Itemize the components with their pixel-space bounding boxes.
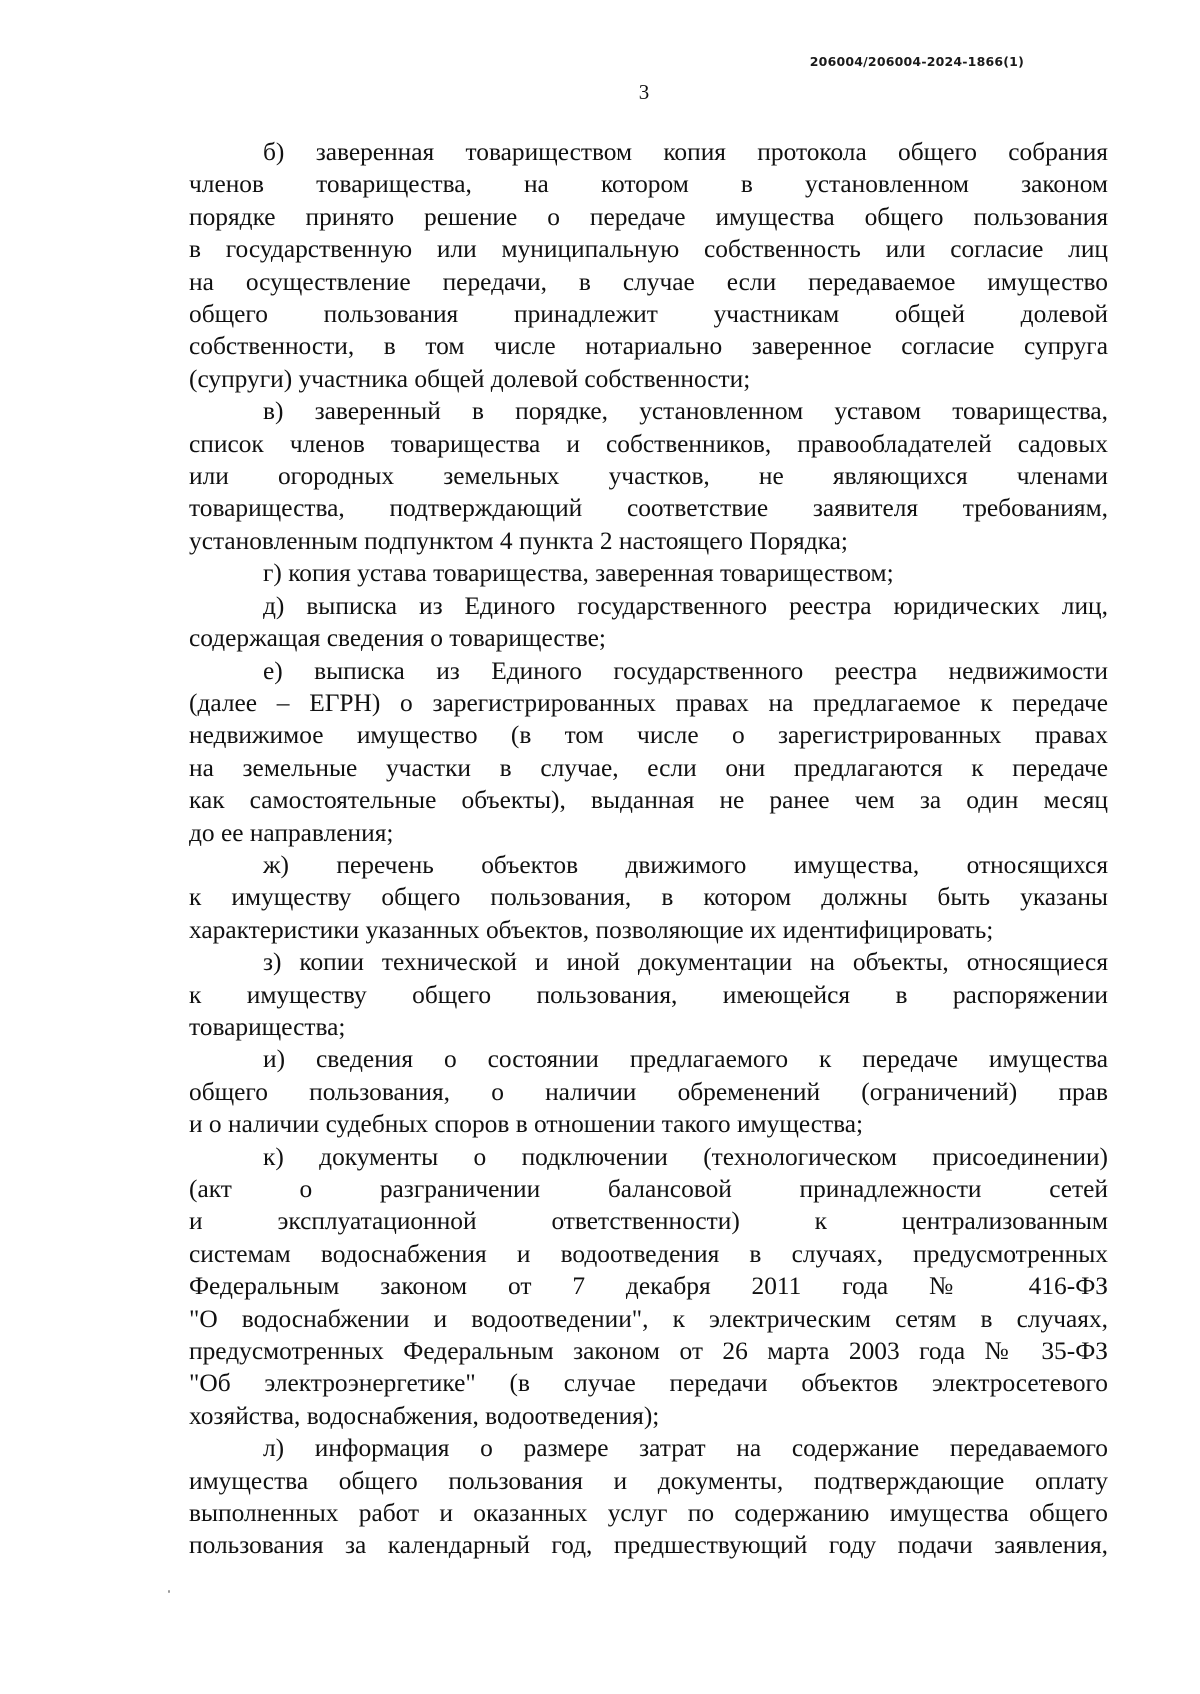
paragraph-line: список членов товарищества и собственников, правообладателей садовых <box>189 429 1108 458</box>
paragraph-line: или огородных земельных участков, не являющихся членами <box>189 462 1108 491</box>
paragraph-line: до ее направления; <box>189 818 394 847</box>
paragraph-line: в) заверенный в порядке, установленном уставом товарищества, <box>263 397 1108 426</box>
paragraph <box>189 946 1108 1043</box>
paragraph-line: недвижимое имущество (в том числе о зарегистрированных правах <box>189 721 1108 750</box>
paragraph-line: и эксплуатационной ответственности) к централизованным <box>189 1207 1108 1236</box>
scan-speck <box>168 1590 170 1593</box>
paragraph <box>189 1141 1108 1433</box>
paragraph-line: общего пользования, о наличии обременений (ограничений) прав <box>189 1077 1108 1106</box>
paragraph-line: "Об электроэнергетике" (в случае передачи объектов электросетевого <box>189 1369 1108 1398</box>
paragraph-line: (супруги) участника общей долевой собственности; <box>189 364 751 393</box>
paragraph-line: к имуществу общего пользования, имеющейся в распоряжении <box>189 980 1108 1009</box>
paragraph-line: б) заверенная товариществом копия протокола общего собрания <box>263 138 1108 166</box>
paragraph <box>189 849 1108 946</box>
paragraph-line: г) копия устава товарищества, заверенная товариществом; <box>263 559 894 588</box>
paragraph <box>189 1043 1108 1140</box>
paragraph-line: на осуществление передачи, в случае если передаваемое имущество <box>189 267 1108 296</box>
paragraph <box>189 655 1108 849</box>
paragraph-line: (далее – ЕГРН) о зарегистрированных правах на предлагаемое к передаче <box>189 688 1108 717</box>
paragraph-line: в государственную или муниципальную собственность или согласие лиц <box>189 235 1108 264</box>
paragraph-line: характеристики указанных объектов, позволяющие их идентифицировать; <box>189 915 994 944</box>
paragraph-line: (акт о разграничении балансовой принадлежности сетей <box>189 1175 1108 1203</box>
paragraph-line: хозяйства, водоснабжения, водоотведения); <box>189 1401 660 1430</box>
paragraph-line: к имуществу общего пользования, в котором должны быть указаны <box>189 883 1108 912</box>
paragraph-line: установленным подпунктом 4 пункта 2 настоящего Порядка; <box>189 526 848 555</box>
paragraph-line: к) документы о подключении (технологическом присоединении) <box>263 1142 1108 1171</box>
paragraph-line: пользования за календарный год, предшествующий году подачи заявления, <box>189 1531 1108 1560</box>
paragraph-line: собственности, в том числе нотариально заверенное согласие супруга <box>189 332 1108 361</box>
paragraph-line: и) сведения о состоянии предлагаемого к передаче имущества <box>263 1045 1108 1074</box>
paragraph-line: системам водоснабжения и водоотведения в случаях, предусмотренных <box>189 1239 1108 1268</box>
paragraph <box>189 557 1108 589</box>
paragraph-line: ж) перечень объектов движимого имущества, относящихся <box>263 850 1108 879</box>
paragraph <box>189 590 1108 655</box>
paragraph-line: л) информация о размере затрат на содержание передаваемого <box>263 1434 1108 1463</box>
paragraph-line: и о наличии судебных споров в отношении такого имущества; <box>189 1110 864 1139</box>
document-id: 206004/206004-2024-1866(1) <box>809 54 1024 69</box>
paragraph-line: как самостоятельные объекты), выданная не ранее чем за один месяц <box>189 786 1108 815</box>
paragraph-line: товарищества; <box>189 1012 346 1041</box>
paragraph-line: содержащая сведения о товариществе; <box>189 624 606 653</box>
paragraph-line: е) выписка из Единого государственного реестра недвижимости <box>263 656 1108 685</box>
paragraph <box>189 395 1108 557</box>
paragraph-line: з) копии технической и иной документации на объекты, относящиеся <box>263 948 1108 977</box>
paragraph-line: на земельные участки в случае, если они предлагаются к передаче <box>189 753 1108 782</box>
paragraph-line: товарищества, подтверждающий соответствие заявителя требованиям, <box>189 494 1108 523</box>
paragraph-line: "О водоснабжении и водоотведении", к электрическим сетям в случаях, <box>189 1304 1108 1333</box>
paragraph-line: членов товарищества, на котором в установленном законом <box>189 170 1108 199</box>
paragraph <box>189 1432 1108 1562</box>
paragraph-line: Федеральным законом от 7 декабря 2011 года № 416-ФЗ <box>189 1272 1108 1301</box>
paragraph-line: порядке принято решение о передаче имущества общего пользования <box>189 202 1108 231</box>
document-body <box>189 136 1108 1562</box>
paragraph <box>189 136 1108 395</box>
paragraph-line: общего пользования принадлежит участникам общей долевой <box>189 300 1108 329</box>
paragraph-line: д) выписка из Единого государственного реестра юридических лиц, <box>263 591 1108 620</box>
paragraph-line: предусмотренных Федеральным законом от 26 марта 2003 года № 35-ФЗ <box>189 1337 1108 1366</box>
paragraph-line: имущества общего пользования и документы, подтверждающие оплату <box>189 1466 1108 1495</box>
page-number: 3 <box>638 80 650 104</box>
paragraph-line: выполненных работ и оказанных услуг по содержанию имущества общего <box>189 1499 1108 1528</box>
